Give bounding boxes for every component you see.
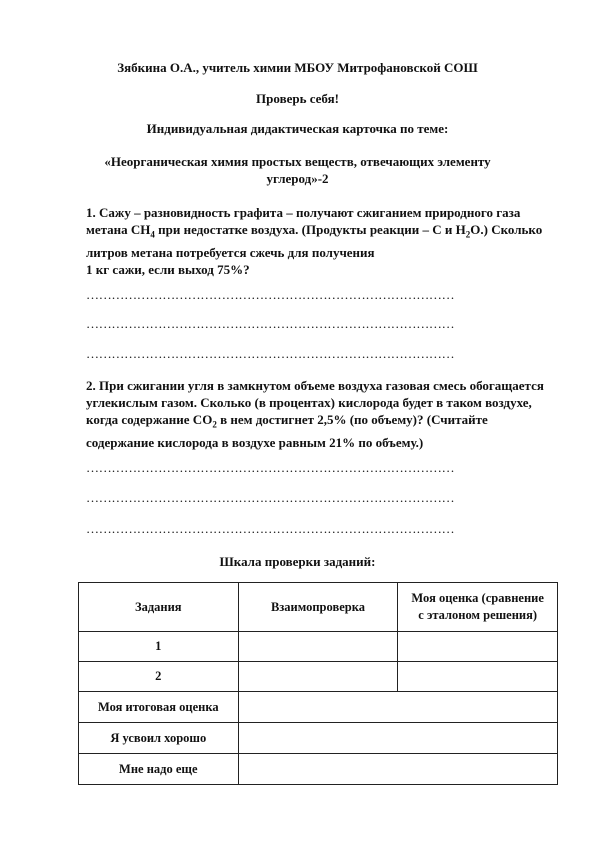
task-2-line-4: содержание кислорода в воздухе равным 21% по объему.) — [86, 434, 424, 450]
row-final-grade: Моя итоговая оценка — [79, 692, 239, 723]
task-2-line-1: 2. При сжигании угля в замкнутом объеме воздуха газовая смесь обогащается — [86, 378, 544, 393]
table-row — [79, 632, 558, 662]
header-tasks: Задания — [79, 583, 239, 632]
cell-mine-1[interactable] — [398, 632, 558, 662]
table-row — [79, 692, 558, 723]
answer-line: …………………………………………………………………………… — [86, 490, 455, 505]
header-my-grade: Моя оценка (сравнение с эталоном решения) — [398, 583, 558, 632]
task-1-line-4: 1 кг сажи, если выход 75%? — [86, 261, 250, 277]
task-1-line-1: 1. Сажу – разновидность графита – получают сжиганием природного газа — [86, 205, 521, 220]
answer-line: …………………………………………………………………………… — [86, 287, 455, 302]
row-need-more: Мне надо еще — [79, 754, 239, 785]
header-peer-review: Взаимопроверка — [238, 583, 398, 632]
answer-line: …………………………………………………………………………… — [86, 521, 455, 536]
table-header-row — [79, 583, 558, 632]
cell-peer-1[interactable] — [238, 632, 398, 662]
topic-title — [0, 153, 595, 187]
cell-mine-2[interactable] — [398, 662, 558, 692]
answer-line: …………………………………………………………………………… — [86, 460, 455, 475]
author-line: Зябкина О.А., учитель химии МБОУ Митрофановской СОШ — [117, 60, 478, 75]
task-1-line-2: метана $CH_4$ при недостатке воздуха. (Продукты реакции – С и $H_2O$.) Сколько — [86, 222, 543, 240]
grading-table — [78, 582, 558, 785]
check-yourself-heading: Проверь себя! — [256, 91, 339, 106]
cell-need-more[interactable] — [238, 754, 557, 785]
topic-line-1: «Неорганическая химия простых веществ, отвечающих элементу — [104, 154, 491, 169]
row-task-2: 2 — [79, 662, 239, 692]
cell-learned-well[interactable] — [238, 723, 557, 754]
scale-title: Шкала проверки заданий: — [219, 554, 376, 569]
row-learned-well: Я усвоил хорошо — [79, 723, 239, 754]
table-row — [79, 723, 558, 754]
answer-line: …………………………………………………………………………… — [86, 346, 455, 361]
cell-final-grade[interactable] — [238, 692, 557, 723]
task-1-line-3: литров метана потребуется сжечь для получения — [86, 244, 375, 260]
table-row — [79, 662, 558, 692]
topic-line-2: углерод»-2 — [266, 171, 329, 186]
card-title: Индивидуальная дидактическая карточка по теме: — [146, 121, 449, 136]
table-row — [79, 754, 558, 785]
cell-peer-2[interactable] — [238, 662, 398, 692]
row-task-1: 1 — [79, 632, 239, 662]
task-2-line-3: когда содержание $CO_2$ в нем достигнет 2,5% (по объему)? (Считайте — [86, 412, 488, 430]
task-2-line-2: углекислым газом. Сколько (в процентах) кислорода будет в таком воздухе, — [86, 395, 532, 410]
task-2 — [86, 377, 556, 451]
answer-line: …………………………………………………………………………… — [86, 316, 455, 331]
task-1 — [86, 204, 556, 278]
